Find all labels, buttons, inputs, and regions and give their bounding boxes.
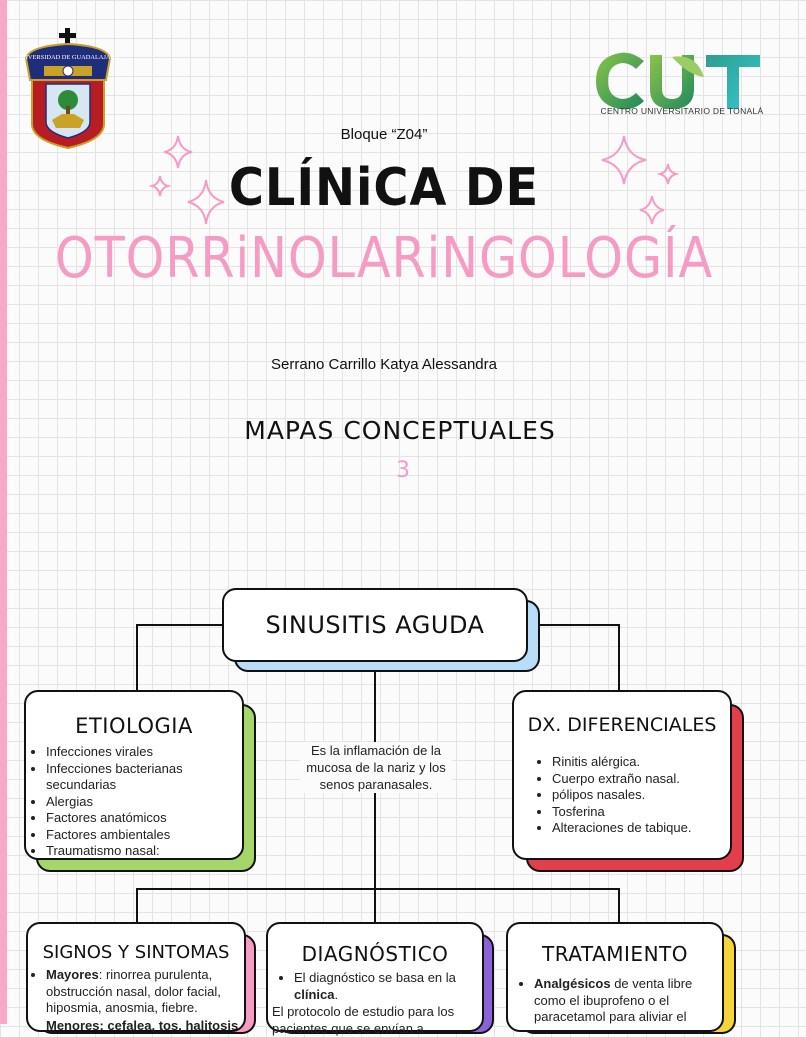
dx-diferenciales-box: [512, 690, 732, 860]
list-item: • El diagnóstico se basa en la clínica.: [294, 970, 482, 1003]
menores-text: Menores: cefalea, tos, halitosis: [46, 1017, 239, 1033]
list-item: • Factores anatómicos: [46, 810, 242, 827]
diagnostico-title: DIAGNÓSTICO: [301, 942, 449, 966]
etiologia-list: [26, 744, 242, 860]
connector-line: [136, 888, 138, 924]
list-item: • Cuerpo extraño nasal.: [552, 771, 730, 788]
list-item: • Alergias: [46, 794, 242, 811]
signos-list: [28, 967, 244, 1017]
tratamiento-title: TRATAMIENTO: [542, 942, 688, 966]
diagnostico-text: El protocolo de estudio para los pacientes que se envían a: [272, 1004, 455, 1036]
dx-list: [514, 754, 730, 837]
tratamiento-box: [506, 922, 724, 1032]
page-title-line1: CLÍNiCA DE: [228, 158, 540, 218]
list-item: • Factores ambientales: [46, 827, 242, 844]
list-item: • Alteraciones de tabique.: [552, 820, 730, 837]
crest-lettering: UNIVERSIDAD DE GUADALAJARA: [16, 54, 120, 61]
section-number: 3: [396, 458, 410, 483]
connector-line: [618, 888, 620, 924]
signos-box: [26, 922, 246, 1032]
dx-diferenciales-title: DX. DIFERENCIALES: [527, 714, 717, 736]
page-title-line2: OTORRiNOLARiNGOLOGÍA: [54, 226, 714, 291]
list-item: • Rinitis alérgica.: [552, 754, 730, 771]
connector-line: [528, 624, 620, 626]
diagnostico-box: [266, 922, 484, 1036]
block-label: Bloque “Z04”: [340, 126, 428, 143]
list-item: • Infecciones virales: [46, 744, 242, 761]
section-subtitle: MAPAS CONCEPTUALES: [244, 416, 556, 445]
central-concept-box: [222, 588, 528, 662]
list-item: [46, 967, 244, 1017]
list-item: • Analgésicos de venta libre como el ibuprofeno o el paracetamol para aliviar el: [534, 976, 722, 1026]
author-name: Serrano Carrillo Katya Alessandra: [271, 356, 497, 373]
cut-logo-caption: CENTRO UNIVERSITARIO DE TONALÁ: [600, 106, 764, 116]
left-pink-strip: [0, 0, 7, 1024]
central-concept-title: SINUSITIS AGUDA: [265, 611, 485, 639]
list-item: • Infecciones bacterianas secundarias: [46, 761, 242, 794]
list-item: • Tosferina: [552, 804, 730, 821]
diagnostico-list: [268, 970, 482, 1003]
tratamiento-list: [508, 976, 722, 1026]
etiologia-title: ETIOLOGIA: [75, 714, 193, 738]
etiologia-box: [24, 690, 244, 860]
list-item: • pólipos nasales.: [552, 787, 730, 804]
connector-line: [136, 624, 138, 692]
definition-text: Es la inflamación de la mucosa de la nariz y los senos paranasales.: [300, 742, 452, 793]
connector-line: [618, 624, 620, 692]
mayores-label: Mayores: [46, 967, 99, 982]
connector-line: [136, 888, 620, 890]
connector-line: [136, 624, 224, 626]
mayores-text: : rinorrea purulenta, obstrucción nasal, dolor facial, hiposmia, anosmia, fiebre.: [46, 967, 221, 1015]
list-item: • Traumatismo nasal:: [46, 843, 242, 860]
signos-title: SIGNOS Y SINTOMAS: [42, 942, 230, 963]
